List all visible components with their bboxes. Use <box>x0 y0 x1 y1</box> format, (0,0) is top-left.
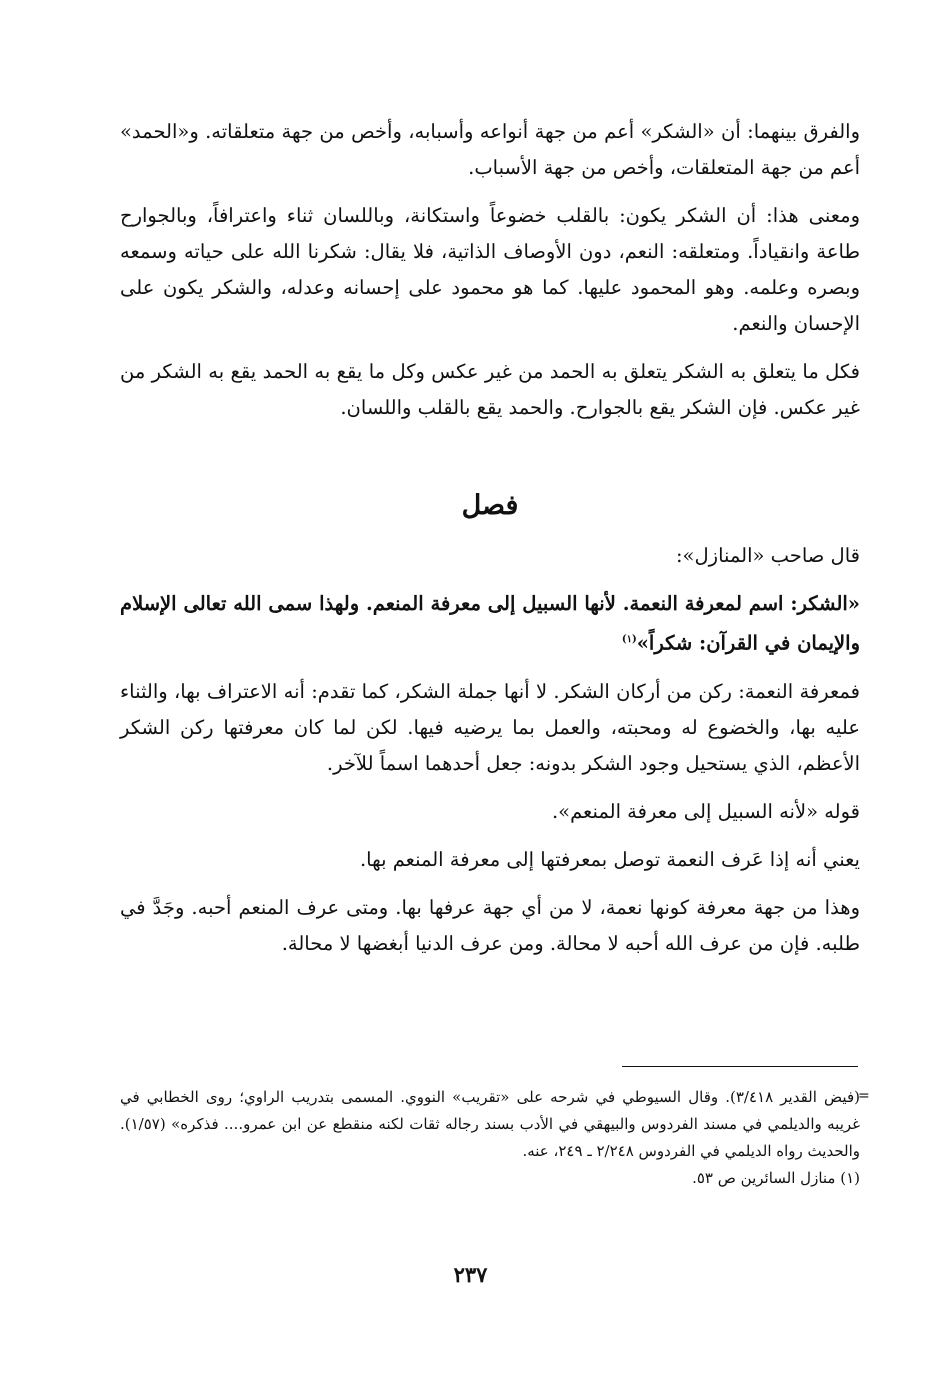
quote-text: «الشكر: اسم لمعرفة النعمة. لأنها السبيل إلى معرفة المنعم. ولهذا سمى الله تعالى الإسلام والإيمان في القرآن: شكراً» <box>120 592 860 655</box>
paragraph: والفرق بينهما: أن «الشكر» أعم من جهة أنواعه وأسبابه، وأخص من جهة متعلقاته. و«الحمد» أعم من جهة المتعلقات، وأخص من جهة الأسباب. <box>120 120 860 179</box>
body-lower <box>120 538 860 962</box>
footnote-1: (١) منازل السائرين ص ٥٣. <box>692 1169 860 1187</box>
paragraph: فكل ما يتعلق به الشكر يتعلق به الحمد من غير عكس وكل ما يقع به الحمد يقع به الشكر من غير عكس. فإن الشكر يقع بالجوارح. والحمد يقع بالقلب واللسان. <box>120 360 860 419</box>
section-heading: فصل <box>461 490 519 521</box>
body-upper <box>120 114 860 426</box>
footnotes <box>120 1084 860 1192</box>
footnote-continued: (فيض القدير ٣/٤١٨). وقال السيوطي في شرحه على «تقريب» النووي. المسمى بتدريب الراوي؛ روى الخطابي في غريبه والديلمي في مسند الفردوس والبيهقي في الأدب بسند رجاله ثقات لكنه منقطع عن ابن عمرو.... فذكره» (١/٥٧). والحديث رواه الديلمي في الفردوس ٢/٢٤٨ ـ ٢٤٩، عنه. <box>120 1088 860 1160</box>
paragraph: قوله «لأنه السبيل إلى معرفة المنعم». <box>551 799 860 823</box>
footnote-continuation-mark: = <box>858 1088 870 1104</box>
paragraph: فمعرفة النعمة: ركن من أركان الشكر. لا أنها جملة الشكر، كما تقدم: أنه الاعتراف بها، والثناء عليه بها، والخضوع له ومحبته، والعمل بما يرضيه فيها. لكن لما كان معرفتها ركن الشكر الأعظم، الذي يستحيل وجود الشكر بدونه: جعل أحدهما اسماً للآخر. <box>120 679 860 775</box>
footnote-marker: (١) <box>621 634 637 645</box>
manazil-quote <box>120 586 860 662</box>
paragraph: وهذا من جهة معرفة كونها نعمة، لا من أي جهة عرفها بها. ومتى عرف المنعم أحبه. وجَدَّ في طلبه. فإن من عرف الله أحبه لا محالة. ومن عرف الدنيا أبغضها لا محالة. <box>120 895 860 955</box>
page-number: ٢٣٧ <box>453 1262 488 1287</box>
manazil-intro: قال صاحب «المنازل»: <box>675 544 860 567</box>
paragraph: يعني أنه إذا عَرف النعمة توصل بمعرفتها إلى معرفة المنعم بها. <box>359 847 860 871</box>
paragraph: ومعنى هذا: أن الشكر يكون: بالقلب خضوعاً واستكانة، وباللسان ثناء واعترافاً، وبالجوارح طاعة وانقياداً. ومتعلقه: النعم، دون الأوصاف الذاتية، فلا يقال: شكرنا الله على حياته وسمعه وبصره وعلمه. وهو المحمود عليها. كما هو محمود على إحسانه وعدله، والشكر يكون على الإحسان والنعم. <box>120 204 860 335</box>
footnote-separator <box>622 1066 858 1067</box>
